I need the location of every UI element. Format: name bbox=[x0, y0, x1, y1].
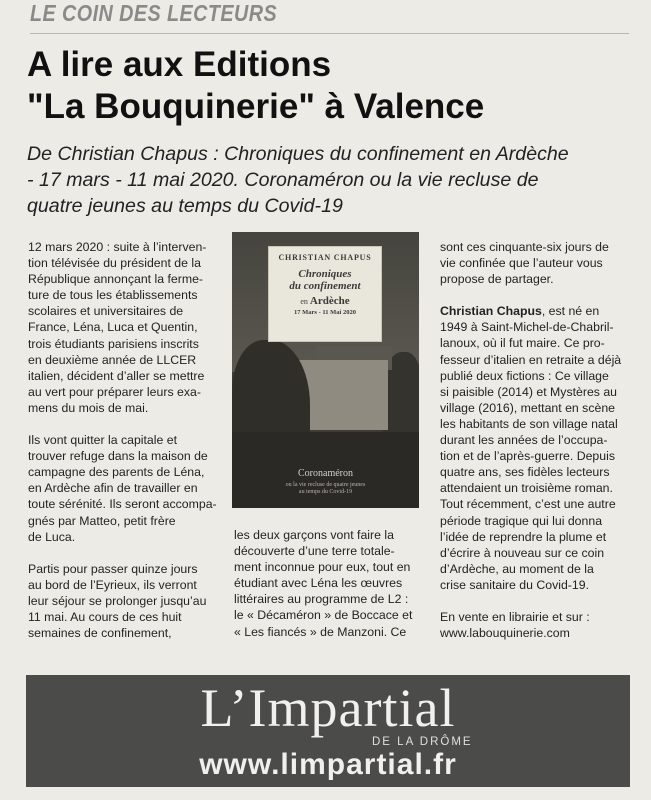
text-line: « Les fiancés » de Manzoni. Ce bbox=[234, 624, 407, 639]
newspaper-banner bbox=[26, 675, 630, 787]
section-rubric: LE COIN DES LECTEURS bbox=[30, 0, 278, 26]
paragraph bbox=[28, 239, 220, 416]
text-line: tion télévisée du président de la bbox=[28, 256, 201, 271]
text-line: lanoux, où il fut maire. Ce pro- bbox=[440, 336, 605, 351]
text-line: scolaires et universitaires de bbox=[28, 304, 184, 319]
text-line: découverte d’une terre totale- bbox=[234, 544, 395, 559]
article-column-2 bbox=[234, 527, 425, 640]
cover-title-line: Chroniques bbox=[298, 268, 352, 280]
text-line: d’écrire à nouveau sur ce coin bbox=[440, 545, 605, 560]
text-line: publié deux fictions : Ce village bbox=[440, 368, 609, 383]
text-line: ture de tous les établissements bbox=[28, 288, 198, 303]
paragraph bbox=[440, 609, 632, 641]
text-line: En vente en librairie et sur : bbox=[440, 609, 590, 624]
text-line: Tout récemment, c’est une autre bbox=[440, 497, 616, 512]
text-line: propose de partager. bbox=[440, 272, 554, 287]
text-line: fesseur d’italien en retraite a déjà bbox=[440, 352, 622, 367]
text-line: campagne des parents de Léna, bbox=[28, 465, 205, 480]
text-line: d’Ardèche, au moment de la bbox=[440, 561, 594, 576]
text-line: période tragique qui lui donna bbox=[440, 513, 603, 528]
subtitle-line: - 17 mars - 11 mai 2020. Coronaméron ou la vie recluse de bbox=[27, 169, 539, 191]
publisher-link[interactable]: www.labouquinerie.com bbox=[440, 626, 570, 641]
text-line: de Luca. bbox=[28, 529, 76, 544]
author-name: Christian Chapus bbox=[440, 304, 542, 319]
book-cover-image bbox=[232, 232, 419, 508]
paragraph bbox=[440, 239, 632, 287]
text-fragment: , est né en bbox=[541, 304, 600, 319]
article-headline bbox=[27, 44, 627, 128]
cover-label bbox=[268, 246, 382, 342]
text-line: l’idée de reprendre la plume et bbox=[440, 529, 607, 544]
article-subtitle bbox=[27, 141, 637, 219]
text-line: trois étudiants parisiens inscrits bbox=[28, 336, 199, 351]
text-line: Partis pour passer quinze jours bbox=[28, 561, 198, 576]
text-line: crise sanitaire du Covid-19. bbox=[440, 577, 589, 592]
text-line: attendaient un troisième roman. bbox=[440, 481, 613, 496]
text-line: trouver refuge dans la maison de bbox=[28, 449, 208, 464]
cover-book-subtitle bbox=[232, 482, 419, 496]
cover-author: CHRISTIAN CHAPUS bbox=[278, 253, 372, 262]
brand-subtitle: DE LA DRÔME bbox=[372, 736, 473, 748]
brand-url[interactable]: www.limpartial.fr bbox=[199, 748, 457, 781]
text-line: leur séjour se prolonger jusqu’au bbox=[28, 593, 207, 608]
text-line: italien, décident d’aller se mettre bbox=[28, 368, 205, 383]
text-line: ment inconnue pour eux, tout en bbox=[234, 560, 411, 575]
subtitle-line: quatre jeunes au temps du Covid-19 bbox=[27, 195, 343, 217]
paragraph bbox=[28, 561, 220, 641]
text-line: 11 mai. Au cours de ces huit bbox=[28, 609, 182, 624]
cover-region-name: Ardèche bbox=[309, 295, 350, 307]
text-line bbox=[440, 303, 632, 319]
text-line: Ils vont quitter la capitale et bbox=[28, 433, 178, 448]
text-line: littéraires au programme de L2 : bbox=[234, 592, 409, 607]
text-line: au bord de l’Eyrieux, ils verront bbox=[28, 577, 197, 592]
text-line: République annonçant la ferme- bbox=[28, 272, 204, 287]
top-rule bbox=[30, 33, 629, 34]
text-line: vie confinée que l’auteur vous bbox=[440, 256, 603, 271]
text-line: tion et de l’après-guerre. Depuis bbox=[440, 449, 615, 464]
article-column-1 bbox=[28, 239, 220, 641]
text-line: village (2016), mettant en scène bbox=[440, 400, 615, 415]
cover-region bbox=[269, 295, 381, 307]
cover-title-line: du confinement bbox=[289, 280, 361, 292]
cover-subtitle-line: ou la vie recluse de quatre jeunes bbox=[285, 482, 366, 488]
text-line: semaines de confinement, bbox=[28, 626, 172, 641]
text-line: toute sérénité. Ils seront accompa- bbox=[28, 497, 217, 512]
text-line: les deux garçons vont faire la bbox=[234, 528, 394, 542]
text-line: durant les années de l’occupa- bbox=[440, 433, 608, 448]
text-line: 12 mars 2020 : suite à l’interven- bbox=[28, 240, 207, 254]
headline-line: "La Bouquinerie" à Valence bbox=[27, 87, 485, 126]
cover-book-title: Coronaméron bbox=[298, 468, 353, 479]
text-line: 1949 à Saint-Michel-de-Chabril- bbox=[440, 320, 614, 335]
text-line: gnés par Matteo, petit frère bbox=[28, 513, 176, 528]
cover-subtitle-line: au temps du Covid-19 bbox=[298, 489, 353, 495]
paragraph bbox=[28, 432, 220, 545]
cover-en: en bbox=[300, 297, 308, 306]
text-line: France, Léna, Luca et Quentin, bbox=[28, 320, 198, 335]
headline-line: A lire aux Editions bbox=[27, 45, 332, 84]
cover-dates: 17 Mars - 11 Mai 2020 bbox=[294, 309, 356, 316]
text-line: en Ardèche afin de travailler en bbox=[28, 481, 198, 496]
text-line: les habitants de son village natal bbox=[440, 416, 618, 431]
text-line: le « Décaméron » de Boccace et bbox=[234, 608, 413, 623]
text-line: étudiant avec Léna les œuvres bbox=[234, 576, 403, 591]
brand-logo-text: L’Impartial bbox=[200, 678, 456, 738]
text-line: sont ces cinquante-six jours de bbox=[440, 240, 609, 254]
text-line: en deuxième année de LLCER bbox=[28, 352, 197, 367]
text-line: si paisible (2014) et Mystères au bbox=[440, 384, 618, 399]
cover-title bbox=[269, 268, 381, 292]
text-line: mens du mois de mai. bbox=[28, 400, 149, 415]
text-line: au vert pour préparer leurs exa- bbox=[28, 384, 201, 399]
subtitle-line: De Christian Chapus : Chroniques du confinement en Ardèche bbox=[27, 143, 569, 165]
text-line: quatre ans, ses fidèles lecteurs bbox=[440, 465, 610, 480]
paragraph bbox=[440, 303, 632, 593]
article-column-3 bbox=[440, 239, 632, 641]
